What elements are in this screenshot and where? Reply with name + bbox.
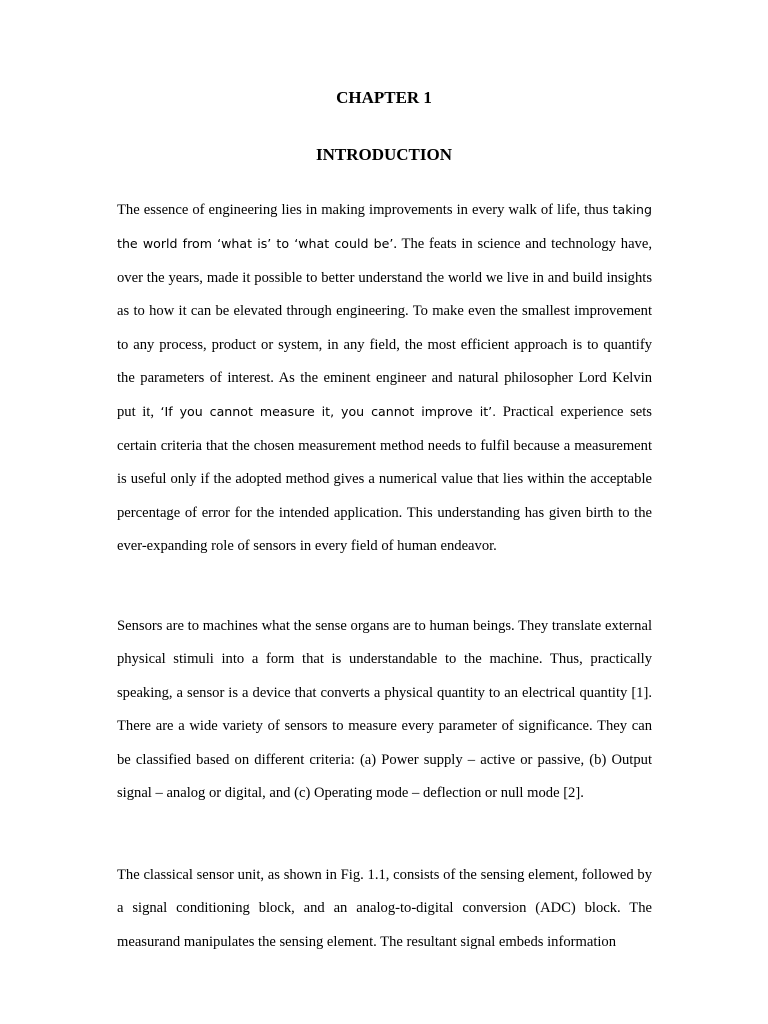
paragraph-1-quote-b: ‘If you cannot measure it, you cannot improve it’. [160, 404, 497, 420]
paragraph-3: The classical sensor unit, as shown in Fig. 1.1, consists of the sensing element, followed by a signal conditioning block, and an analog-to-digital conversion (ADC) block. The measurand manipulates the sensing element. The resultant signal embeds information [117, 867, 652, 950]
paragraph-1-text-c: Practical experience sets certain criteria that the chosen measurement method needs to fulfil because a measurement is useful only if the adopted method gives a numerical value that lies within the acceptable percentage of error for the intended application. This understanding has given birth to the ever-expanding role of sensors in every field of human endeavor. [117, 404, 652, 555]
paragraph-1 [117, 193, 652, 563]
section-title: INTRODUCTION [315, 145, 453, 164]
paragraph-1-quote-a: taking the world from ‘what is’ to ‘what could be’ [117, 202, 652, 252]
chapter-label: CHAPTER 1 [336, 88, 432, 107]
paragraph-2: Sensors are to machines what the sense organs are to human beings. They translate external physical stimuli into a form that is understandable to the machine. Thus, practically speaking, a sensor is a device that converts a physical quantity to an electrical quantity [1]. There are a wide variety of sensors to measure every parameter of significance. They can be classified based on different criteria: (a) Power supply – active or passive, (b) Output signal – analog or digital, and (c) Operating mode – deflection or null mode [2]. [117, 618, 652, 802]
paragraph-1-text-b: . The feats in science and technology have, over the years, made it possible to better understand the world we live in and build insights as to how it can be elevated through engineering. To make even the smallest improvement to any process, product or system, in any field, the most efficient approach is to quantify the parameters of interest. As the eminent engineer and natural philosopher Lord Kelvin put it, [117, 236, 652, 421]
paragraph-1-text-a: The essence of engineering lies in making improvements in every walk of life, thus [117, 202, 613, 218]
